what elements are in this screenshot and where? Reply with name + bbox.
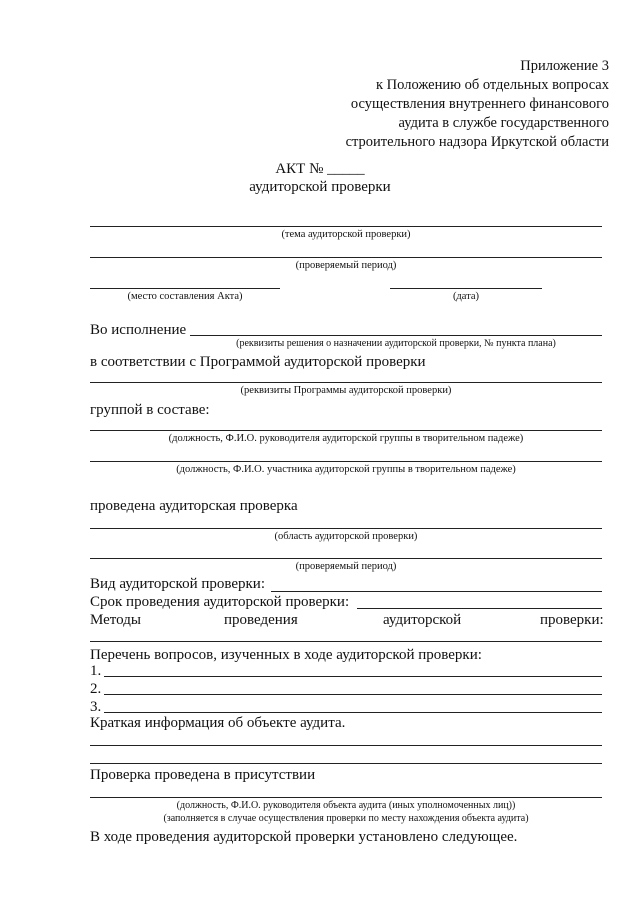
- place-caption: (место составления Акта): [127, 291, 243, 302]
- group-label: группой в составе:: [90, 402, 210, 418]
- presence-field[interactable]: [90, 797, 602, 798]
- leader-field[interactable]: [90, 430, 602, 431]
- question-number: 3.: [90, 699, 102, 715]
- appendix-header: [346, 57, 609, 152]
- period-field[interactable]: [90, 257, 602, 258]
- place-field[interactable]: [90, 288, 280, 289]
- methods-word: проверки:: [540, 612, 604, 628]
- term-field[interactable]: [357, 608, 602, 609]
- appendix-line: Приложение 3: [520, 58, 609, 74]
- head-caption: (должность, Ф.И.О. руководителя объекта аудита (иных уполномоченных лиц)): [176, 800, 516, 811]
- member-caption: (должность, Ф.И.О. участника аудиторской группы в творительном падеже): [176, 464, 516, 475]
- type-field[interactable]: [271, 591, 602, 592]
- decision-field[interactable]: [190, 335, 602, 336]
- appendix-line: осуществления внутреннего финансового: [350, 96, 609, 112]
- type-label: Вид аудиторской проверки:: [90, 576, 266, 592]
- program-caption: (реквизиты Программы аудиторской проверки): [240, 385, 452, 396]
- member-field[interactable]: [90, 461, 602, 462]
- program-label: в соответствии с Программой аудиторской проверки: [90, 354, 426, 370]
- methods-word: Методы: [90, 612, 141, 628]
- decision-caption: (реквизиты решения о назначении аудиторской проверки, № пункта плана): [236, 338, 556, 349]
- execution-label: Во исполнение: [90, 322, 187, 338]
- act-subtitle: аудиторской проверки: [249, 179, 391, 195]
- period2-caption: (проверяемый период): [295, 561, 397, 572]
- questions-label: Перечень вопросов, изученных в ходе аудиторской проверки:: [90, 647, 482, 663]
- question-number: 2.: [90, 681, 102, 697]
- brief-field-2[interactable]: [90, 763, 602, 764]
- period-caption: (проверяемый период): [295, 260, 397, 271]
- question-number: 1.: [90, 663, 102, 679]
- methods-word: проведения: [224, 612, 298, 628]
- appendix-line: аудита в службе государственного: [398, 115, 609, 131]
- date-field[interactable]: [390, 288, 542, 289]
- program-field[interactable]: [90, 382, 602, 383]
- brief-label: Краткая информация об объекте аудита.: [90, 715, 346, 731]
- date-caption: (дата): [452, 291, 480, 302]
- term-label: Срок проведения аудиторской проверки:: [90, 594, 350, 610]
- established-statement: В ходе проведения аудиторской проверки установлено следующее.: [90, 829, 518, 845]
- question-3-field[interactable]: [104, 712, 602, 713]
- methods-word: аудиторской: [383, 612, 462, 628]
- topic-caption: (тема аудиторской проверки): [281, 229, 411, 240]
- appendix-line: строительного надзора Иркутской области: [345, 134, 609, 150]
- head-note-caption: (заполняется в случае осуществления проверки по месту нахождения объекта аудита): [163, 813, 529, 824]
- area-caption: (область аудиторской проверки): [274, 531, 418, 542]
- methods-field[interactable]: [90, 641, 602, 642]
- presence-label: Проверка проведена в присутствии: [90, 767, 316, 783]
- question-2-field[interactable]: [104, 694, 602, 695]
- conducted-label: проведена аудиторская проверка: [90, 498, 298, 514]
- question-1-field[interactable]: [104, 676, 602, 677]
- leader-caption: (должность, Ф.И.О. руководителя аудиторской группы в творительном падеже): [168, 433, 524, 444]
- period2-field[interactable]: [90, 558, 602, 559]
- topic-field[interactable]: [90, 226, 602, 227]
- act-title: АКТ № _____: [275, 161, 365, 177]
- appendix-line: к Положению об отдельных вопросах: [376, 77, 609, 93]
- brief-field-1[interactable]: [90, 745, 602, 746]
- area-field[interactable]: [90, 528, 602, 529]
